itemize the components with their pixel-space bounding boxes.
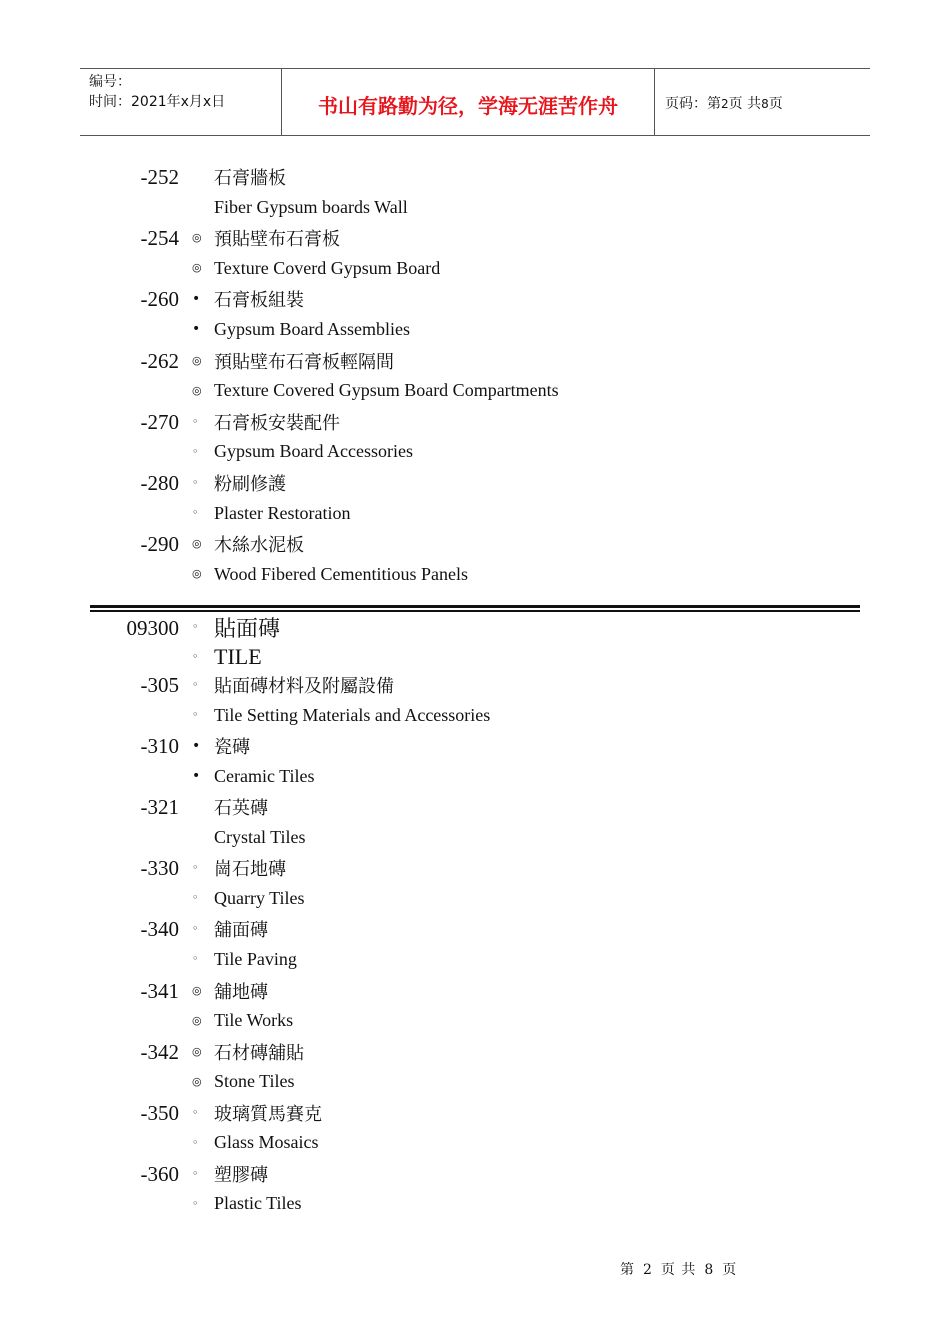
entry-english: [192, 440, 413, 464]
entry-code: -310: [140, 734, 179, 759]
bullet-icon: ◦: [192, 476, 199, 489]
header-page-info: [655, 69, 870, 135]
page-label: 页码：第: [665, 96, 721, 112]
bullet-icon: •: [192, 738, 201, 755]
entry-chinese: [192, 979, 268, 1003]
entry-code: -342: [140, 1039, 179, 1064]
entry-english-text: Quarry Tiles: [214, 887, 305, 908]
page-footer: [616, 1259, 741, 1279]
bullet-icon: ◎: [192, 383, 202, 397]
section-divider: [90, 605, 860, 612]
entry-english: [192, 1192, 302, 1216]
page-mid: 页 共: [728, 96, 762, 112]
entry-chinese-text: 貼面磚材料及附屬設備: [214, 676, 394, 697]
bullet-icon: ◎: [192, 261, 202, 275]
entry-english: [192, 1131, 319, 1155]
entry-english: [192, 379, 559, 403]
entry-english-text: Texture Covered Gypsum Board Compartments: [214, 380, 559, 401]
entry-code: -252: [140, 165, 179, 189]
entry-chinese-text: 舖面磚: [214, 920, 268, 942]
footer-total: 8: [704, 1262, 715, 1278]
entry-chinese-text: 預貼壁布石膏板輕隔間: [214, 351, 394, 373]
bullet-icon: ◦: [192, 620, 199, 633]
entry-english-text: Plaster Restoration: [214, 502, 351, 523]
bullet-icon: ◦: [192, 861, 199, 875]
entry-chinese: [192, 1040, 304, 1064]
bullet-icon: ◎: [192, 1013, 202, 1027]
bullet-icon: ◎: [192, 567, 202, 581]
entry-code: -305: [140, 673, 179, 697]
entry-chinese: [192, 532, 304, 556]
entry-english-text: Texture Coverd Gypsum Board: [214, 257, 441, 278]
page-header: [80, 68, 870, 136]
entry-english: [192, 947, 297, 971]
bullet-icon: ◦: [192, 1166, 199, 1180]
bullet-icon: ◦: [192, 506, 199, 519]
footer-prefix: 第: [620, 1262, 635, 1278]
entry-code: -350: [140, 1100, 179, 1125]
entry-chinese-text: 舖地磚: [214, 981, 268, 1003]
header-slogan: 书山有路勤为径，学海无涯苦作舟: [281, 69, 655, 135]
entry-english: [192, 195, 408, 219]
entry-chinese: [192, 410, 340, 434]
entry-code: -260: [140, 287, 179, 312]
footer-mid: 页 共: [660, 1262, 697, 1278]
entry-english-text: Crystal Tiles: [214, 826, 306, 847]
bullet-icon: •: [192, 321, 201, 338]
bullet-icon: ◎: [192, 537, 202, 551]
entry-code: -341: [140, 978, 179, 1003]
entry-code: -330: [140, 856, 179, 881]
entry-chinese: [192, 349, 394, 373]
entry-chinese: [192, 856, 286, 880]
entry-chinese-text: 粉刷修護: [214, 474, 286, 495]
entry-english-text: Stone Tiles: [214, 1071, 295, 1092]
entry-english: [192, 501, 350, 525]
footer-suffix: 页: [722, 1262, 738, 1278]
entry-english-text: Tile Works: [214, 1010, 294, 1030]
entry-english: [192, 562, 468, 586]
entry-chinese-text: 石英磚: [214, 798, 268, 820]
entry-code: -340: [140, 917, 179, 942]
bullet-icon: ◦: [192, 708, 199, 721]
entry-code: -270: [140, 409, 179, 434]
section-english-text: TILE: [214, 644, 262, 669]
entry-code: -360: [140, 1161, 179, 1186]
entry-english-text: Plastic Tiles: [214, 1193, 302, 1214]
bullet-icon: •: [192, 291, 201, 308]
entry-chinese: [192, 1162, 268, 1186]
entry-code: -262: [140, 348, 179, 373]
entry-english: [192, 825, 306, 849]
entry-chinese-text: 預貼壁布石膏板: [214, 229, 340, 251]
footer-page: 2: [643, 1262, 653, 1278]
page-number: 2: [721, 97, 729, 111]
entry-chinese-text: 塑膠磚: [214, 1164, 268, 1186]
entry-chinese: [192, 917, 268, 941]
entry-code: -290: [140, 532, 179, 557]
time-label: 时间：2021年x月x日: [89, 94, 226, 110]
entry-english-text: Gypsum Board Accessories: [214, 441, 413, 462]
entry-english: [192, 256, 440, 280]
entry-chinese: [192, 287, 304, 311]
bullet-icon: ◎: [192, 1044, 202, 1058]
bullet-icon: ◎: [192, 983, 202, 997]
entry-code: -254: [140, 226, 179, 251]
bullet-icon: ◎: [192, 353, 202, 367]
entry-english-text: Ceramic Tiles: [214, 765, 315, 786]
entry-chinese-text: 石材磚舖貼: [214, 1042, 304, 1064]
bullet-icon: ◦: [192, 1196, 199, 1210]
section-chinese-text: 貼面磚: [214, 616, 281, 642]
entry-english: [192, 703, 490, 727]
entry-chinese: [192, 226, 340, 250]
page-total: 8: [761, 97, 769, 111]
page-end: 页: [768, 96, 783, 112]
bullet-icon: ◦: [192, 414, 199, 428]
entry-english-text: Fiber Gypsum boards Wall: [214, 196, 408, 217]
header-meta: [80, 69, 281, 135]
entry-english: [192, 764, 315, 788]
entry-chinese: [192, 673, 394, 697]
bullet-icon: ◦: [192, 1105, 199, 1119]
entry-chinese: [192, 471, 286, 495]
entry-chinese-text: 石膏牆板: [214, 168, 286, 189]
bullet-icon: ◦: [192, 891, 199, 905]
bullet-icon: ◎: [192, 1074, 202, 1088]
entry-chinese: [192, 165, 286, 189]
entry-chinese-text: 崗石地磚: [214, 859, 286, 881]
entry-english-text: Tile Setting Materials and Accessories: [214, 704, 491, 725]
entry-chinese: [192, 734, 250, 758]
entry-english-text: Tile Paving: [214, 948, 297, 969]
entry-chinese: [192, 795, 268, 819]
number-label: 编号：: [89, 74, 131, 90]
bullet-icon: •: [192, 768, 201, 785]
bullet-icon: ◦: [192, 650, 199, 663]
entry-chinese-text: 玻璃質馬賽克: [214, 1103, 322, 1125]
entry-english-text: Glass Mosaics: [214, 1132, 319, 1153]
bullet-icon: ◦: [192, 952, 199, 966]
bullet-icon: ◦: [192, 922, 199, 936]
section-english: [192, 645, 262, 669]
entry-english: [192, 1070, 295, 1094]
entry-english-text: Gypsum Board Assemblies: [214, 318, 410, 339]
entry-english: [192, 886, 305, 910]
entry-code: -321: [140, 795, 179, 820]
bullet-icon: ◦: [192, 678, 199, 691]
entry-chinese-text: 石膏板組裝: [214, 290, 304, 312]
entry-chinese: [192, 1101, 322, 1125]
entry-english: [192, 317, 410, 341]
section-chinese: [192, 615, 281, 642]
bullet-icon: ◦: [192, 1135, 199, 1149]
entry-english: [192, 1009, 293, 1033]
section-code: 09300: [126, 616, 179, 640]
bullet-icon: ◦: [192, 444, 199, 458]
bullet-icon: ◎: [192, 231, 202, 245]
entry-english-text: Wood Fibered Cementitious Panels: [214, 563, 469, 584]
entry-chinese-text: 木絲水泥板: [214, 535, 304, 557]
entry-code: -280: [140, 471, 179, 495]
entry-chinese-text: 石膏板安裝配件: [214, 412, 340, 434]
entry-chinese-text: 瓷磚: [214, 737, 250, 759]
